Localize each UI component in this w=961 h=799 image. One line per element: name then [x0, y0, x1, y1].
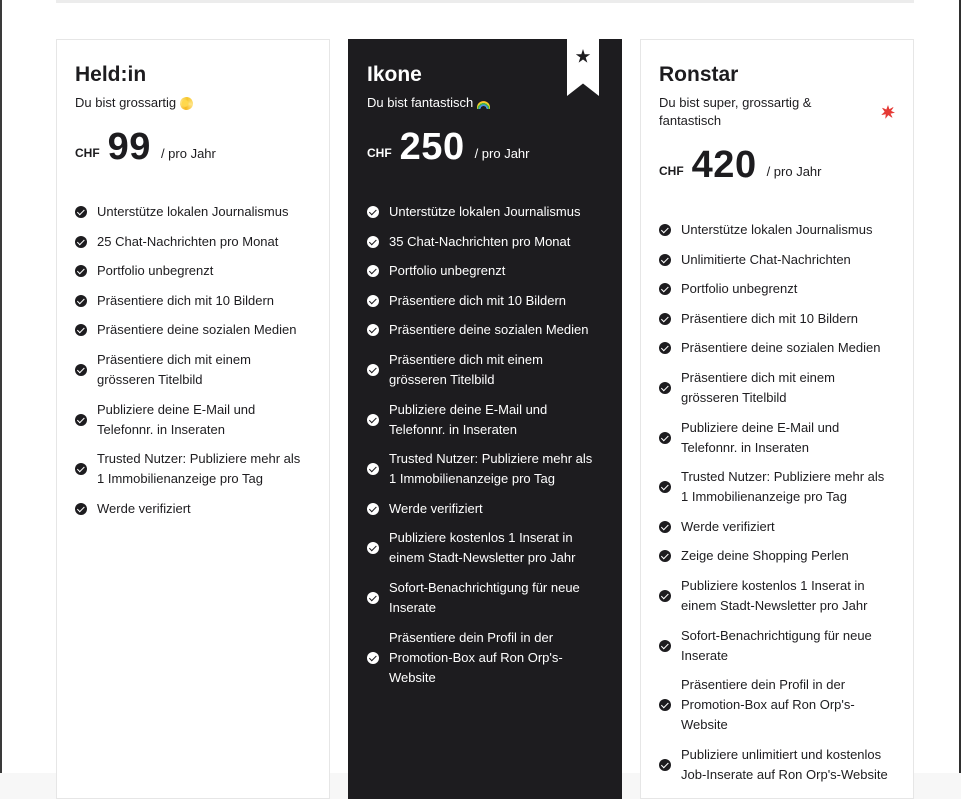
feature-text: Trusted Nutzer: Publiziere mehr als 1 Immobilienanzeige pro Tag — [97, 451, 301, 487]
feature-item — [659, 368, 895, 408]
feature-item — [367, 291, 603, 311]
feature-list — [659, 220, 895, 785]
feature-text: Präsentiere deine sozialen Medien — [389, 322, 589, 338]
plan-name: Ronstar — [659, 63, 739, 86]
price-currency: CHF — [659, 164, 684, 178]
feature-text: Präsentiere dich mit einem grösseren Titelbild — [389, 351, 543, 387]
check-circle-icon — [659, 590, 671, 602]
check-circle-icon — [367, 364, 379, 376]
feature-item — [75, 449, 311, 489]
price-period: / pro Jahr — [766, 163, 822, 179]
feature-item — [367, 350, 603, 390]
plan-name: Held:in — [75, 63, 147, 86]
check-circle-icon — [659, 254, 671, 266]
feature-text: 25 Chat-Nachrichten pro Monat — [97, 233, 279, 249]
feature-item — [367, 449, 603, 489]
feature-item — [367, 400, 603, 440]
feature-text: Präsentiere dich mit einem grösseren Titelbild — [681, 369, 835, 405]
check-circle-icon — [75, 295, 87, 307]
star-icon — [576, 49, 591, 64]
feature-text: Portfolio unbegrenzt — [389, 263, 506, 279]
feature-text: Unterstütze lokalen Journalismus — [681, 222, 873, 237]
check-circle-icon — [75, 463, 87, 475]
feature-text: Publiziere deine E-Mail und Telefonnr. in Inseraten — [97, 401, 256, 437]
feature-list — [75, 202, 311, 519]
check-circle-icon — [367, 324, 379, 336]
check-circle-icon — [659, 432, 671, 444]
check-circle-icon — [75, 414, 87, 426]
check-circle-icon — [75, 364, 87, 376]
check-circle-icon — [75, 206, 87, 218]
check-circle-icon — [75, 236, 87, 248]
feature-list — [367, 202, 603, 688]
check-circle-icon — [659, 640, 671, 652]
feature-text: Präsentiere dich mit 10 Bildern — [97, 292, 275, 308]
feature-text: Trusted Nutzer: Publiziere mehr als 1 Immobilienanzeige pro Tag — [389, 451, 593, 487]
check-circle-icon — [659, 699, 671, 711]
feature-text: Publiziere unlimitiert und kostenlos Job-Inserate auf Ron Orp's-Website — [681, 746, 888, 782]
feature-item — [367, 578, 603, 618]
feature-item — [367, 320, 603, 340]
plan-card-ronstar[interactable] — [640, 39, 914, 799]
check-circle-icon — [367, 542, 379, 554]
feature-text: Portfolio unbegrenzt — [97, 263, 214, 279]
feature-text: Werde verifiziert — [97, 500, 191, 516]
check-circle-icon — [75, 324, 87, 336]
check-circle-icon — [367, 463, 379, 475]
feature-text: Trusted Nutzer: Publiziere mehr als 1 Immobilienanzeige pro Tag — [681, 469, 885, 505]
price-period: / pro Jahr — [160, 145, 216, 161]
feature-item — [75, 202, 311, 222]
check-circle-icon — [659, 382, 671, 394]
plan-tagline — [659, 94, 895, 130]
feature-item — [75, 400, 311, 440]
rainbow-emoji-icon — [477, 101, 490, 109]
price-currency: CHF — [367, 146, 392, 160]
feature-item — [659, 576, 895, 616]
feature-item — [659, 250, 895, 270]
check-circle-icon — [659, 550, 671, 562]
feature-text: Präsentiere dich mit 10 Bildern — [389, 292, 567, 308]
plan-card-ikone[interactable] — [348, 39, 622, 799]
feature-item — [75, 350, 311, 390]
check-circle-icon — [367, 295, 379, 307]
feature-item — [367, 499, 603, 519]
feature-text: Präsentiere dich mit 10 Bildern — [681, 310, 859, 326]
check-circle-icon — [367, 652, 379, 664]
check-circle-icon — [659, 759, 671, 771]
check-circle-icon — [659, 481, 671, 493]
feature-item — [659, 626, 895, 666]
feature-item — [75, 499, 311, 519]
plan-name: Ikone — [367, 63, 422, 86]
plan-price — [659, 145, 895, 185]
price-amount: 420 — [691, 144, 757, 186]
feature-item — [659, 517, 895, 537]
feature-text: Präsentiere deine sozialen Medien — [97, 322, 297, 338]
feature-item — [75, 232, 311, 252]
plan-tagline — [367, 94, 603, 112]
feature-text: Unterstütze lokalen Journalismus — [389, 204, 581, 219]
dizzy-emoji-icon — [178, 95, 195, 112]
price-amount: 99 — [107, 126, 151, 168]
plan-price — [75, 127, 311, 167]
feature-item — [659, 309, 895, 329]
feature-text: Präsentiere dich mit einem grösseren Titelbild — [97, 351, 251, 387]
feature-item — [659, 675, 895, 735]
window-left-edge — [0, 0, 2, 773]
feature-item — [659, 467, 895, 507]
check-circle-icon — [367, 265, 379, 277]
feature-item — [367, 232, 603, 252]
plan-tagline-text: Du bist super, grossartig & fantastisch — [659, 95, 812, 128]
feature-item — [659, 418, 895, 458]
feature-text: 35 Chat-Nachrichten pro Monat — [389, 233, 571, 249]
check-circle-icon — [75, 265, 87, 277]
feature-item — [367, 261, 603, 281]
check-circle-icon — [659, 313, 671, 325]
check-circle-icon — [367, 236, 379, 248]
feature-item — [659, 220, 895, 240]
feature-text: Sofort-Benachrichtigung für neue Inserate — [681, 627, 872, 663]
feature-item — [367, 628, 603, 688]
feature-text: Werde verifiziert — [681, 518, 775, 534]
plan-tagline-text: Du bist grossartig — [75, 95, 177, 110]
check-circle-icon — [659, 283, 671, 295]
check-circle-icon — [367, 414, 379, 426]
feature-text: Publiziere kostenlos 1 Inserat in einem Stadt-Newsletter pro Jahr — [389, 530, 576, 566]
feature-item — [75, 261, 311, 281]
feature-text: Portfolio unbegrenzt — [681, 281, 798, 297]
feature-text: Präsentiere dein Profil in der Promotion-Box auf Ron Orp's-Website — [681, 677, 855, 733]
plan-card-heldin[interactable] — [56, 39, 330, 799]
collision-emoji-icon — [881, 105, 895, 119]
check-circle-icon — [659, 342, 671, 354]
price-currency: CHF — [75, 146, 100, 160]
feature-text: Publiziere deine E-Mail und Telefonnr. in Inseraten — [389, 401, 548, 437]
feature-text: Präsentiere dein Profil in der Promotion-Box auf Ron Orp's-Website — [389, 629, 563, 685]
check-circle-icon — [75, 503, 87, 515]
feature-text: Sofort-Benachrichtigung für neue Inserate — [389, 579, 580, 615]
feature-item — [367, 202, 603, 222]
feature-item — [367, 528, 603, 568]
feature-item — [659, 338, 895, 358]
feature-item — [75, 291, 311, 311]
feature-item — [659, 546, 895, 566]
feature-text: Unlimitierte Chat-Nachrichten — [681, 251, 851, 267]
check-circle-icon — [659, 521, 671, 533]
price-period: / pro Jahr — [474, 145, 530, 161]
feature-item — [659, 745, 895, 785]
feature-text: Unterstütze lokalen Journalismus — [97, 204, 289, 219]
plan-tagline — [75, 94, 311, 112]
check-circle-icon — [367, 592, 379, 604]
check-circle-icon — [659, 224, 671, 236]
plan-price — [367, 127, 603, 167]
feature-item — [659, 279, 895, 299]
feature-text: Präsentiere deine sozialen Medien — [681, 340, 881, 356]
feature-item — [75, 320, 311, 340]
price-amount: 250 — [399, 126, 465, 168]
plan-tagline-text: Du bist fantastisch — [367, 95, 474, 110]
check-circle-icon — [367, 206, 379, 218]
check-circle-icon — [367, 503, 379, 515]
feature-text: Publiziere kostenlos 1 Inserat in einem Stadt-Newsletter pro Jahr — [681, 577, 868, 613]
feature-text: Publiziere deine E-Mail und Telefonnr. in Inseraten — [681, 419, 840, 455]
feature-text: Werde verifiziert — [389, 500, 483, 516]
section-top-divider — [56, 0, 914, 3]
feature-text: Zeige deine Shopping Perlen — [681, 548, 849, 564]
